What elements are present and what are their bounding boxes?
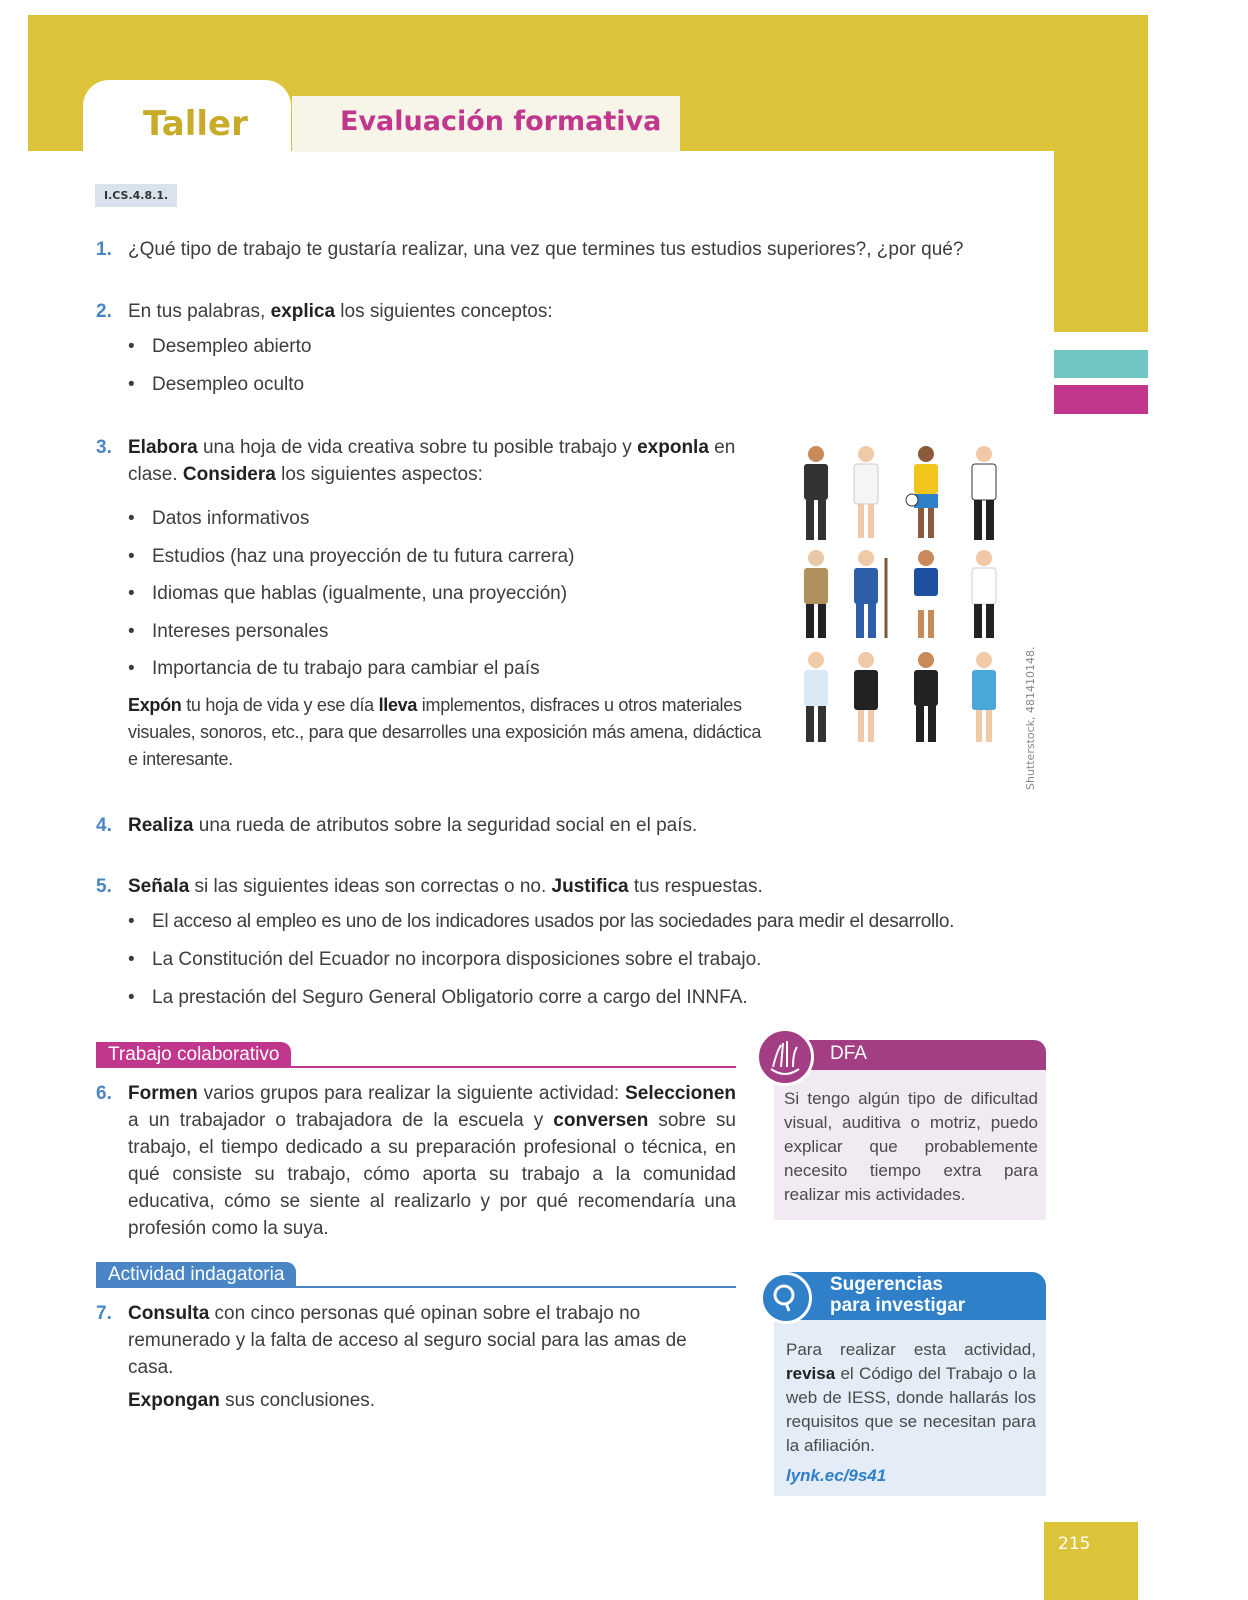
question-number: 2.	[96, 301, 112, 322]
bullet-item: • La Constitución del Ecuador no incorpora disposiciones sobre el trabajo.	[152, 949, 761, 971]
tab-taller	[83, 80, 291, 154]
question-7	[96, 1300, 736, 1414]
bullet-item: • Importancia de tu trabajo para cambiar el país	[152, 658, 540, 680]
bullet-item: • El acceso al empleo es uno de los indicadores usados por las sociedades para medir el desarrollo.	[152, 911, 1032, 933]
dfa-header	[774, 1040, 1046, 1070]
section-header-actividad-indagatoria	[96, 1262, 736, 1288]
question-6	[96, 1080, 736, 1242]
indicator-code-badge: I.CS.4.8.1.	[95, 184, 177, 207]
section-label: Trabajo colaborativo	[96, 1042, 291, 1068]
section-header-trabajo-colaborativo	[96, 1042, 736, 1068]
workers-illustration	[796, 444, 1026, 764]
question-text: Consulta con cinco personas qué opinan sobre el trabajo no remunerado y la falta de acceso al seguro social para las amas de casa. Expongan sus conclusiones.	[128, 1303, 687, 1411]
bullet-item: • Idiomas que hablas (igualmente, una proyección)	[152, 583, 567, 605]
side-magenta-tab	[1054, 385, 1148, 414]
question-4	[96, 812, 996, 839]
question-2	[96, 298, 996, 325]
question-number: 5.	[96, 876, 112, 897]
question-text: ¿Qué tipo de trabajo te gustaría realizar, una vez que termines tus estudios superiores?, ¿por qué?	[128, 239, 964, 260]
tab-taller-label: Taller	[143, 104, 248, 144]
bullet-item: • Estudios (haz una proyección de tu futura carrera)	[152, 546, 574, 568]
search-icon	[760, 1272, 812, 1324]
question-1	[96, 236, 1036, 263]
side-teal-tab	[1054, 350, 1148, 378]
section-label: Actividad indagatoria	[96, 1262, 296, 1288]
question-3	[96, 434, 776, 488]
bullet-item: • Desempleo oculto	[152, 374, 304, 396]
sugerencias-title-line1: Sugerencias	[830, 1274, 943, 1295]
page-number-band	[1044, 1522, 1138, 1600]
question-text: Elabora una hoja de vida creativa sobre tu posible trabajo y exponla en clase. Considera los siguientes aspectos:	[128, 437, 736, 485]
tab-evaluacion	[292, 96, 680, 152]
question-5	[96, 873, 996, 900]
bullet-item: • La prestación del Seguro General Obligatorio corre a cargo del INNFA.	[152, 987, 748, 1009]
question-text: Formen varios grupos para realizar la siguiente actividad: Seleccionen a un trabajador o trabajadora de la escuela y conversen sobre su trabajo, el tiempo dedicado a su preparación profesional o técnica, en qué consiste su trabajo, cómo aporta su trabajo a la comunidad educativa, cómo se siente al realizarlo y por qué recomendaría una profesión como la suya.	[128, 1083, 736, 1239]
question-number: 1.	[96, 239, 112, 260]
question-number: 7.	[96, 1303, 112, 1324]
hands-icon	[756, 1028, 814, 1086]
question-text: En tus palabras, explica los siguientes conceptos:	[128, 301, 553, 322]
dfa-title: DFA	[830, 1043, 867, 1064]
tab-evaluacion-label: Evaluación formativa	[340, 106, 662, 137]
image-credit: Shutterstock, 481410148.	[1024, 646, 1037, 790]
question-number: 4.	[96, 815, 112, 836]
bullet-item: • Datos informativos	[152, 508, 309, 530]
sugerencias-text: Para realizar esta actividad, revisa el Código del Trabajo o la web de IESS, donde hallarás los requisitos que se necesitan para la afiliación.	[786, 1340, 1036, 1455]
sugerencias-title-line2: para investigar	[830, 1295, 966, 1316]
bullet-item: • Desempleo abierto	[152, 336, 311, 358]
question-3-paragraph: Expón tu hoja de vida y ese día lleva implementos, disfraces u otros materiales visuales, sonoros, etc., para que desarrolles una exposición más amena, didáctica e interesante.	[128, 695, 762, 769]
question-number: 6.	[96, 1083, 112, 1104]
side-yellow-band	[1054, 15, 1148, 332]
question-number: 3.	[96, 437, 112, 458]
page-number: 215	[1058, 1534, 1091, 1554]
sugerencias-header	[774, 1272, 1046, 1320]
question-text: Realiza una rueda de atributos sobre la seguridad social en el país.	[128, 815, 698, 836]
question-text: Señala si las siguientes ideas son correctas o no. Justifica tus respuestas.	[128, 876, 763, 897]
sugerencias-link[interactable]: lynk.ec/9s41	[786, 1466, 887, 1485]
bullet-item: • Intereses personales	[152, 621, 328, 643]
dfa-text: Si tengo algún tipo de dificultad visual, auditiva o motriz, puedo explicar que probablemente necesito tiempo extra para realizar mis actividades.	[784, 1089, 1038, 1204]
